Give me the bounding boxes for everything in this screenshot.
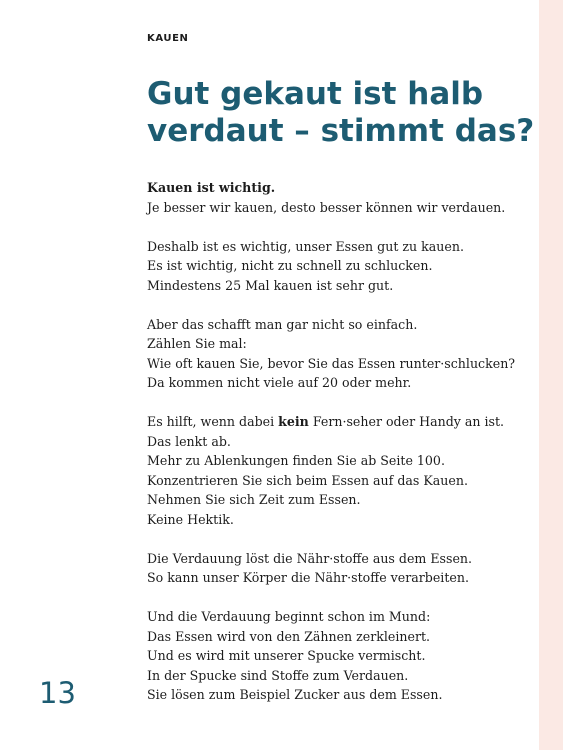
- text-line: In der Spucke sind Stoffe zum Verdauen.: [147, 667, 409, 683]
- text-fragment: Fern·seher oder Handy an ist.: [308, 414, 505, 429]
- text-line: Nehmen Sie sich Zeit zum Essen.: [147, 492, 361, 507]
- text-line: Und es wird mit unserer Spucke vermischt.: [147, 648, 426, 663]
- section-label: KAUEN: [147, 33, 189, 44]
- text-line: Zählen Sie mal:: [147, 336, 247, 351]
- paragraph-1: [147, 178, 527, 217]
- text-line: Es ist wichtig, nicht zu schnell zu schlucken.: [147, 258, 433, 273]
- text-line: Keine Hektik.: [147, 511, 234, 527]
- page-title-line-1: Gut gekaut ist halb: [147, 76, 484, 112]
- text-line: Sie lösen zum Beispiel Zucker aus dem Essen.: [147, 687, 443, 702]
- paragraph-3: [147, 315, 527, 393]
- paragraph-4: [147, 412, 527, 529]
- text-line: Da kommen nicht viele auf 20 oder mehr.: [147, 375, 412, 390]
- text-line: Deshalb ist es wichtig, unser Essen gut zu kauen.: [147, 238, 464, 254]
- page-title-line-2: verdaut – stimmt das?: [147, 113, 535, 149]
- text-line: Das lenkt ab.: [147, 433, 231, 449]
- text-line: Wie oft kauen Sie, bevor Sie das Essen runter·schlucken?: [147, 355, 516, 371]
- text-line: Konzentrieren Sie sich beim Essen auf das Kauen.: [147, 472, 468, 488]
- body-text: [147, 178, 527, 724]
- text-fragment: Es hilft, wenn dabei: [147, 414, 279, 429]
- page-number: 13: [39, 676, 76, 710]
- text-line: Je besser wir kauen, desto besser können wir verdauen.: [147, 199, 506, 215]
- text-line: Und die Verdauung beginnt schon im Mund:: [147, 609, 431, 624]
- text-line: [147, 412, 527, 432]
- page-title: [147, 76, 537, 150]
- text-line: Die Verdauung löst die Nähr·stoffe aus dem Essen.: [147, 550, 473, 566]
- text-line: Mindestens 25 Mal kauen ist sehr gut.: [147, 277, 394, 293]
- text-line: So kann unser Körper die Nähr·stoffe verarbeiten.: [147, 570, 469, 585]
- text-line: Aber das schafft man gar nicht so einfach.: [147, 316, 418, 332]
- emphasis-word: kein: [278, 414, 309, 429]
- paragraph-lead: Kauen ist wichtig.: [147, 180, 276, 195]
- text-line: Mehr zu Ablenkungen finden Sie ab Seite 100.: [147, 453, 445, 468]
- paragraph-5: [147, 549, 527, 588]
- paragraph-2: [147, 237, 527, 296]
- paragraph-6: [147, 607, 527, 705]
- side-color-strip: [539, 0, 563, 750]
- text-line: Das Essen wird von den Zähnen zerkleinert.: [147, 628, 431, 644]
